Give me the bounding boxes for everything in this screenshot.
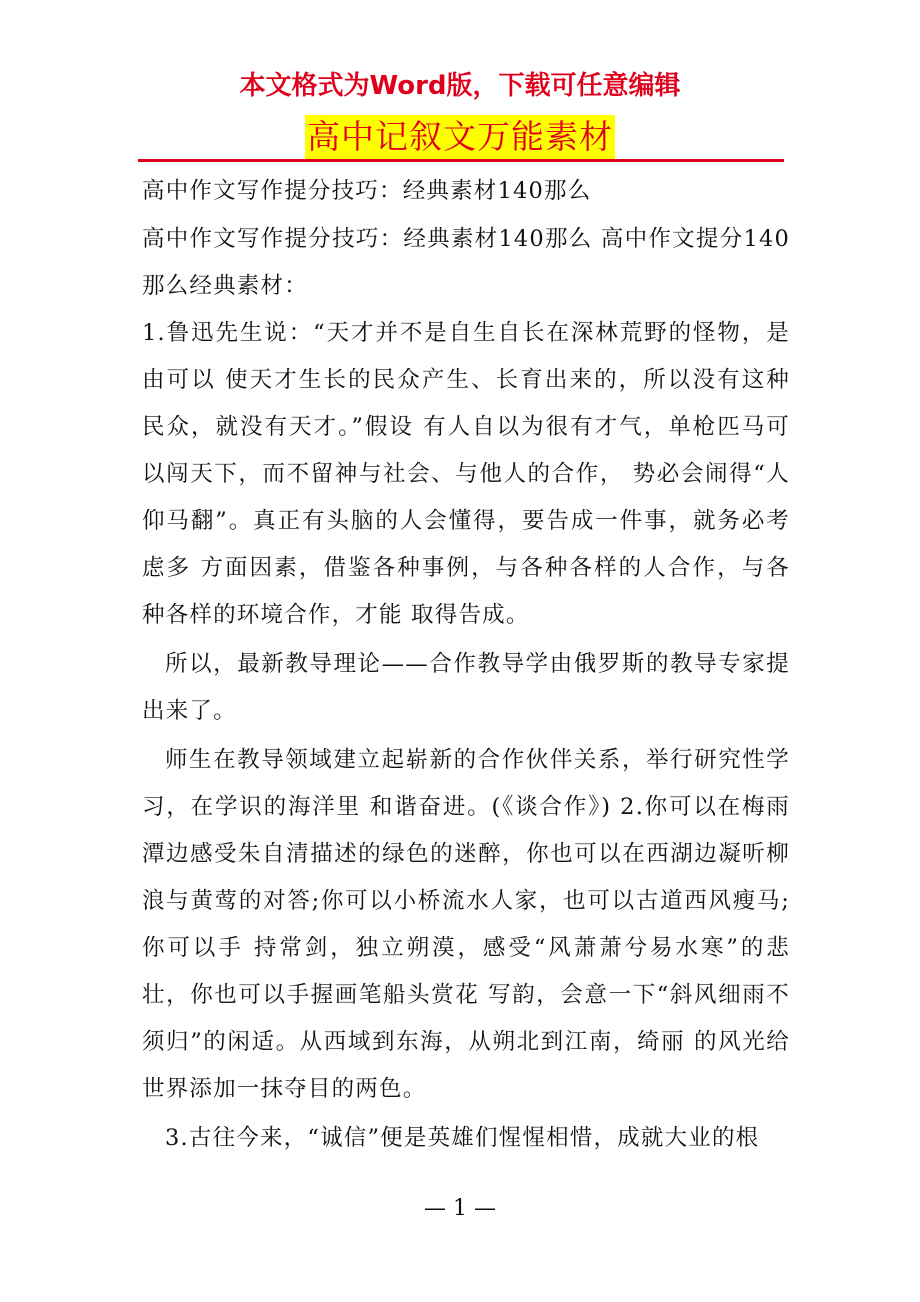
- title-container: [0, 115, 920, 159]
- page-number: — 1 —: [424, 1196, 496, 1221]
- paragraph-heading-line: 高中作文写作提分技巧：经典素材140那么: [142, 178, 592, 204]
- paragraph-item-3: 3.古往今来，“诚信”便是英雄们惺惺相惜，成就大业的根: [165, 1125, 760, 1151]
- paragraph-continuation-1: 所以，最新教导理论——合作教导学由俄罗斯的教导专家提出来了。: [142, 651, 790, 724]
- paragraph-item-2: 师生在教导领域建立起崭新的合作伙伴关系，举行研究性学习，在学识的海洋里 和谐奋进。(《谈合作》) 2.你可以在梅雨潭边感受朱自清描述的绿色的迷醉，你也可以在西湖边凝听柳浪与黄莺的对答;你可以小桥流水人家，也可以古道西风瘦马;你可以手 持常剑，独立朔漠，感受“风萧萧兮易水寒”的悲壮，你也可以手握画笔船头赏花 写韵，会意一下“斜风细雨不须归”的闲适。从西域到东海，从朔北到江南，绮丽 的风光给世界添加一抹夺目的两色。: [142, 747, 790, 1102]
- paragraph-item-1: 1.鲁迅先生说：“天才并不是自生自长在深林荒野的怪物，是由可以 使天才生长的民众产生、长育出来的，所以没有这种民众，就没有天才。”假设 有人自以为很有才气，单枪匹马可以闯天下，而不留神与社会、与他人的合作， 势必会闹得“人仰马翻”。真正有头脑的人会懂得，要告成一件事，就务必考虑多 方面因素，借鉴各种事例，与各种各样的人合作，与各种各样的环境合作，才能 取得告成。: [142, 320, 790, 628]
- title-divider: [138, 159, 784, 162]
- document-title: 高中记叙文万能素材: [305, 115, 615, 159]
- format-notice: 本文格式为Word版，下载可任意编辑: [239, 71, 681, 101]
- paragraph-intro: 高中作文写作提分技巧：经典素材140那么 高中作文提分140那么经典素材：: [142, 226, 790, 299]
- document-body: [142, 170, 790, 1162]
